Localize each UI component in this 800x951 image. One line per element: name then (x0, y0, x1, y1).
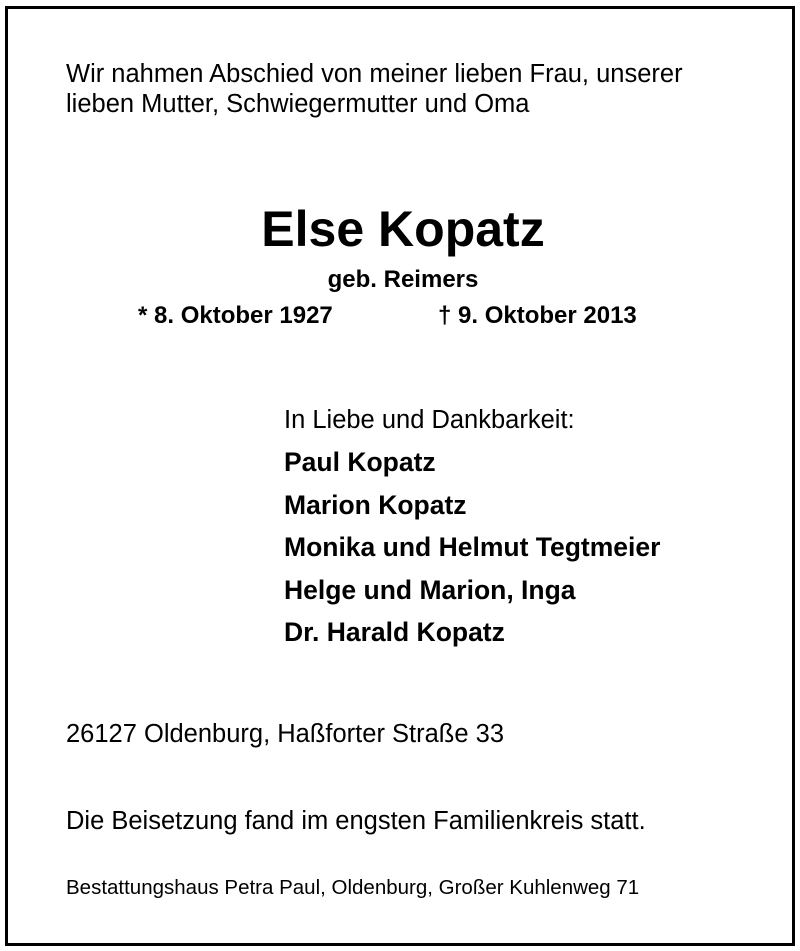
intro-line-2: lieben Mutter, Schwiegermutter und Oma (66, 90, 530, 118)
mourner-item: Helge und Marion, Inga (284, 574, 576, 605)
mourner-item: Paul Kopatz (284, 447, 436, 477)
deceased-name: Else Kopatz (261, 201, 545, 257)
burial-note: Die Beisetzung fand im engsten Familienkreis statt. (66, 807, 646, 835)
mourner-item: Monika und Helmut Tegtmeier (284, 532, 661, 562)
intro-line-1: Wir nahmen Abschied von meiner lieben Frau, unserer (66, 60, 683, 88)
thanks-line: In Liebe und Dankbarkeit: (284, 406, 575, 434)
death-date: † 9. Oktober 2013 (438, 302, 637, 329)
obituary-notice (5, 6, 795, 946)
family-address: 26127 Oldenburg, Haßforter Straße 33 (66, 720, 504, 748)
funeral-home: Bestattungshaus Petra Paul, Oldenburg, Großer Kuhlenweg 71 (66, 876, 640, 899)
birth-name: geb. Reimers (327, 266, 479, 293)
intro-text (66, 59, 766, 119)
mourners-list (284, 441, 660, 654)
mourner-item: Dr. Harald Kopatz (284, 617, 505, 647)
birth-date: * 8. Oktober 1927 (138, 302, 333, 329)
mourner-item: Marion Kopatz (284, 489, 467, 520)
